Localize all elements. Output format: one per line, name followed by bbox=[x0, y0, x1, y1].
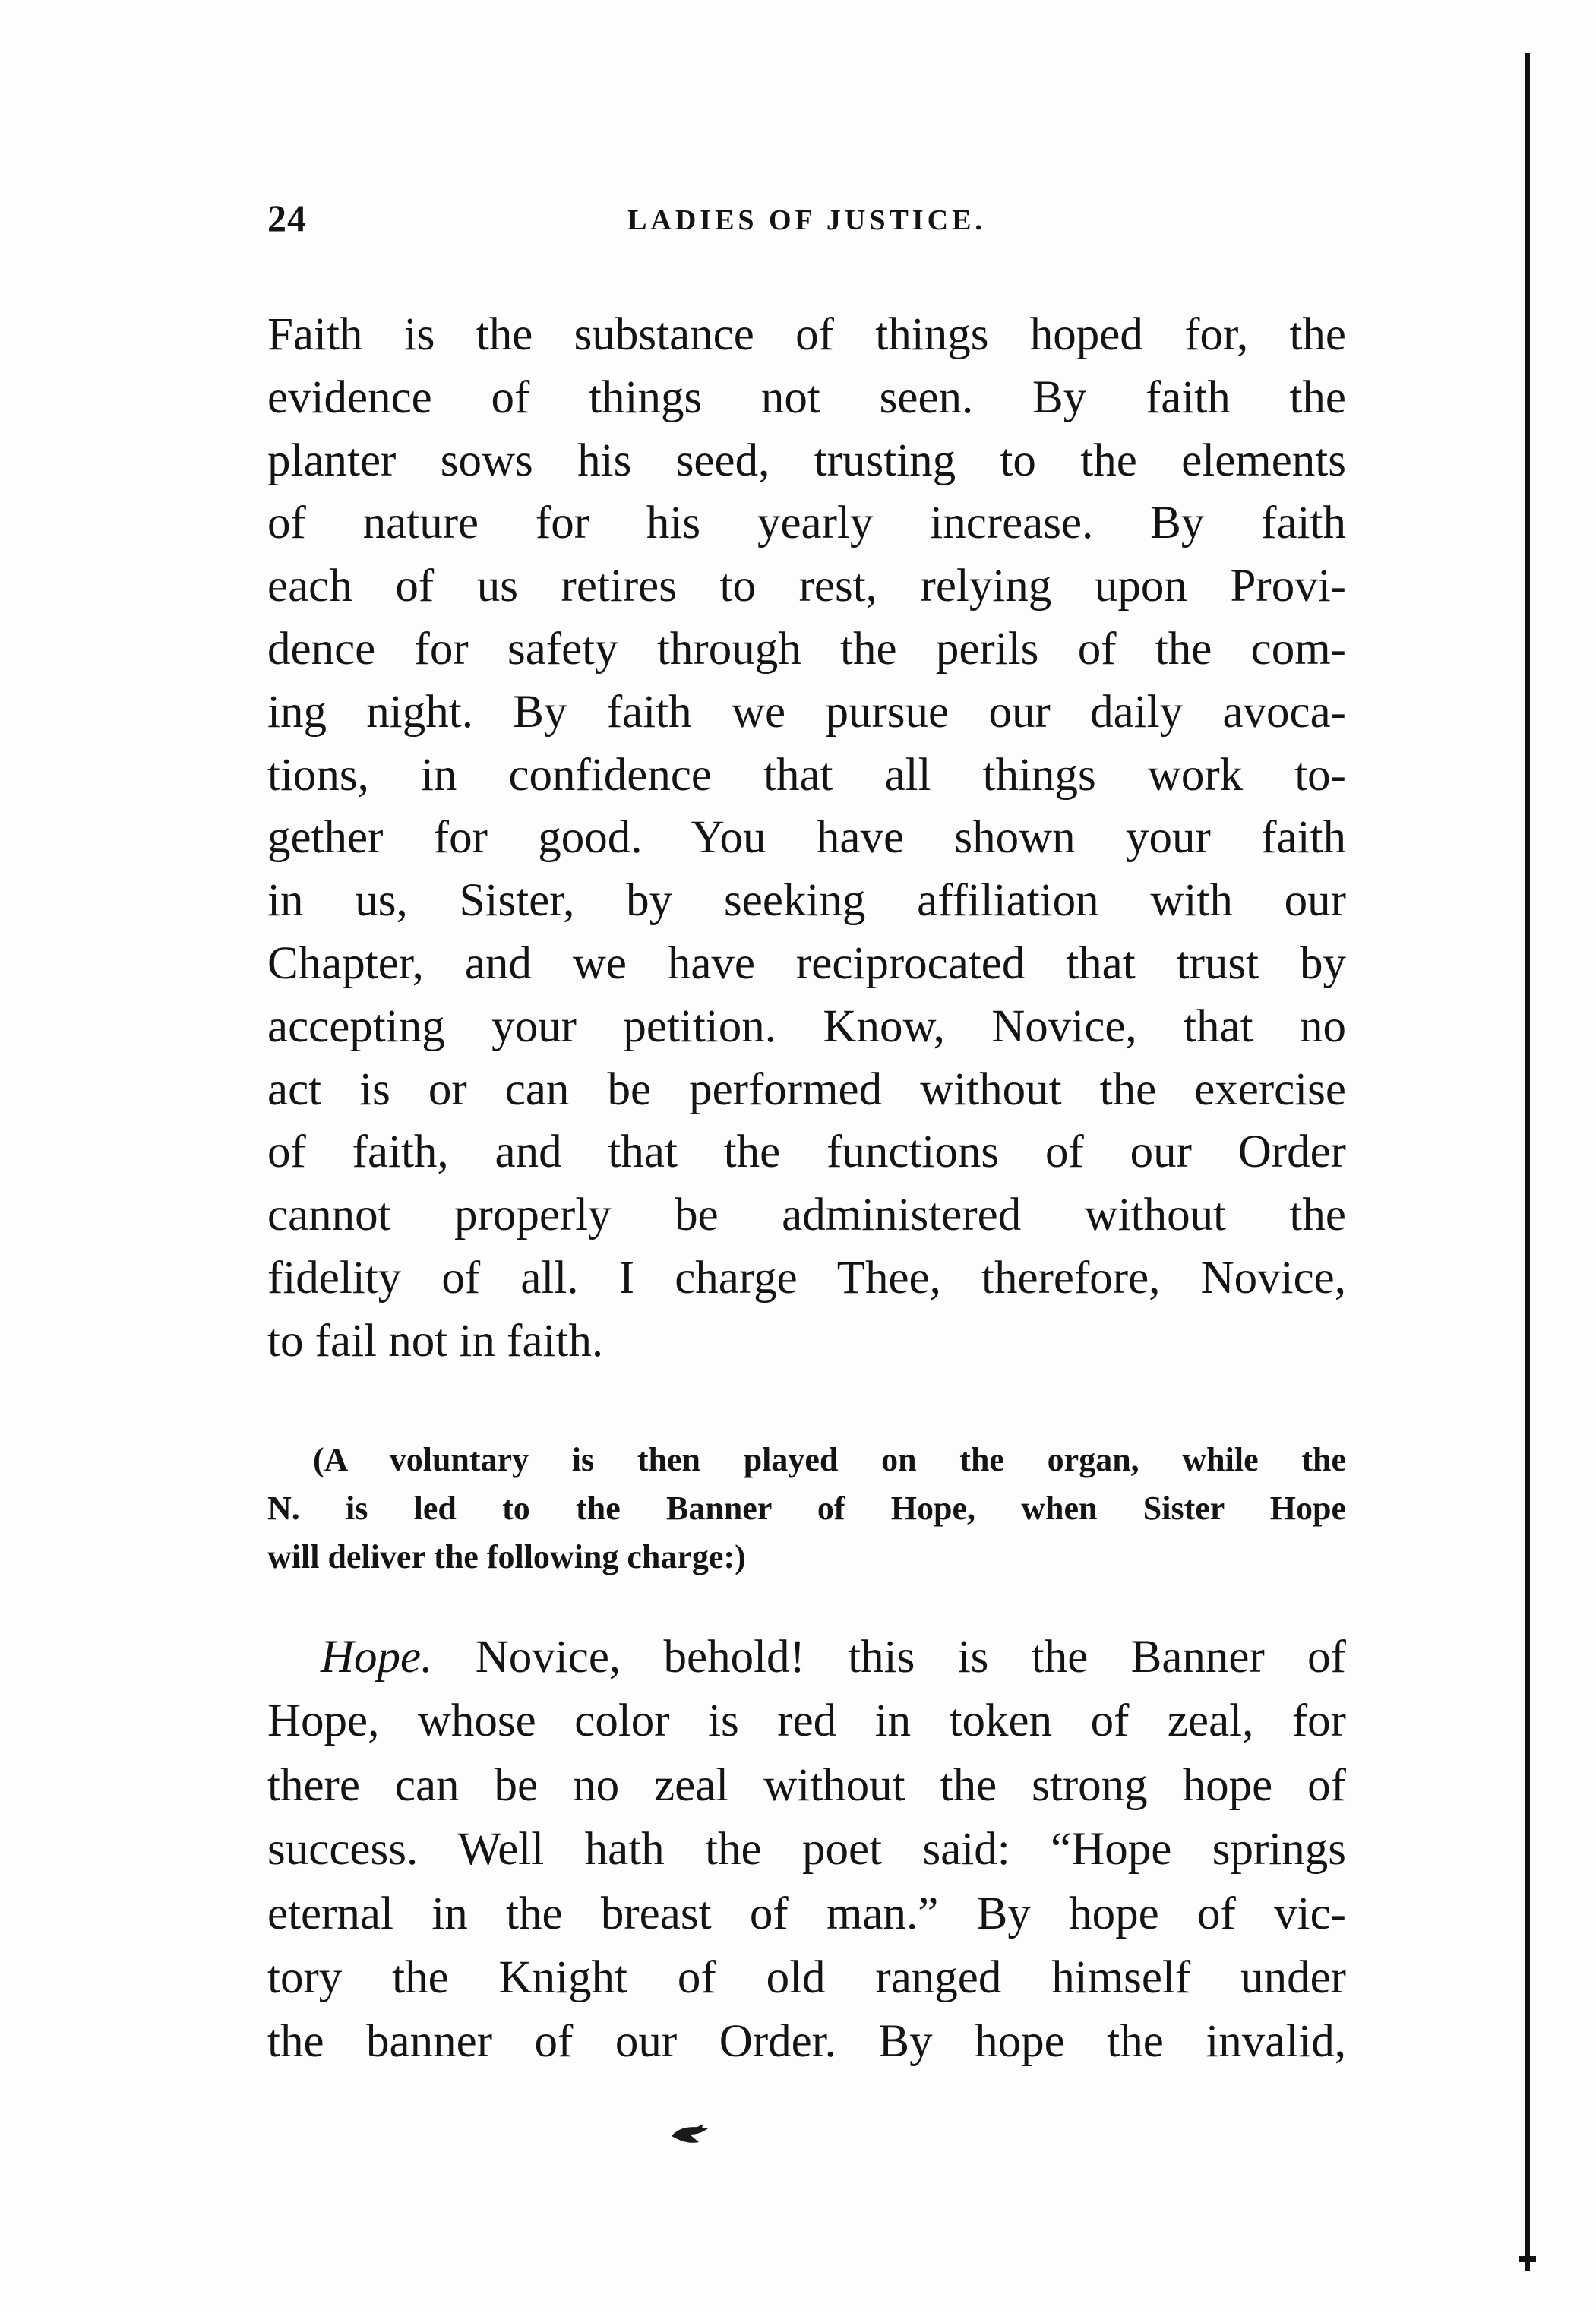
text-line bbox=[267, 1626, 1346, 1689]
text-line: eternal in the breast of man.” By hope of vic- bbox=[267, 1888, 1346, 1939]
text-line: Chapter, and we have reciprocated that trust by bbox=[267, 937, 1346, 989]
text-line: ing night. By faith we pursue our daily avoca- bbox=[267, 686, 1346, 738]
text-segment: Novice, behold! this is the Banner of bbox=[432, 1632, 1346, 1683]
text-line: of nature for his yearly increase. By faith bbox=[267, 498, 1346, 549]
text-line: planter sows his seed, trusting to the elements bbox=[267, 435, 1346, 486]
text-line: act is or can be performed without the exercise bbox=[267, 1063, 1346, 1115]
stage-line: (A voluntary is then played on the organ, while the bbox=[313, 1441, 1346, 1478]
text-line: there can be no zeal without the strong hope of bbox=[267, 1759, 1346, 1811]
speaker-name: Hope. bbox=[321, 1632, 433, 1683]
text-line: each of us retires to rest, relying upon Provi- bbox=[267, 561, 1346, 612]
text-line: cannot properly be administered without the bbox=[267, 1190, 1346, 1241]
page-edge-rule bbox=[1519, 53, 1536, 2271]
text-line: Faith is the substance of things hoped for, the bbox=[267, 309, 1346, 360]
text-line: the banner of our Order. By hope the invalid, bbox=[267, 2016, 1346, 2068]
printers-ornament-icon bbox=[668, 2119, 714, 2150]
running-title: LADIES OF JUSTICE. bbox=[627, 204, 986, 236]
text-line: accepting your petition. Know, Novice, that no bbox=[267, 1000, 1346, 1052]
text-line: gether for good. You have shown your faith bbox=[267, 812, 1346, 864]
text-line: to fail not in faith. bbox=[267, 1315, 604, 1367]
text-line: in us, Sister, by seeking affiliation with our bbox=[267, 875, 1346, 927]
stage-direction bbox=[267, 1436, 1346, 1582]
page-number: 24 bbox=[267, 197, 307, 239]
text-line: fidelity of all. I charge Thee, therefore, Novice, bbox=[267, 1252, 1346, 1304]
text-line: tions, in confidence that all things work to- bbox=[267, 749, 1346, 801]
text-line: success. Well hath the poet said: “Hope springs bbox=[267, 1824, 1346, 1875]
stage-line: will deliver the following charge:) bbox=[267, 1538, 746, 1575]
text-line: dence for safety through the perils of the com- bbox=[267, 623, 1346, 675]
text-line: tory the Knight of old ranged himself under bbox=[267, 1951, 1346, 2003]
text-line: of faith, and that the functions of our Order bbox=[267, 1127, 1346, 1178]
stage-line: N. is led to the Banner of Hope, when Sister Hope bbox=[267, 1490, 1346, 1527]
text-line: evidence of things not seen. By faith the bbox=[267, 371, 1346, 423]
paragraph-faith bbox=[267, 304, 1346, 1373]
paragraph-hope bbox=[267, 1626, 1346, 2075]
page-header bbox=[267, 196, 1346, 249]
text-line: Hope, whose color is red in token of zeal, for bbox=[267, 1695, 1346, 1747]
